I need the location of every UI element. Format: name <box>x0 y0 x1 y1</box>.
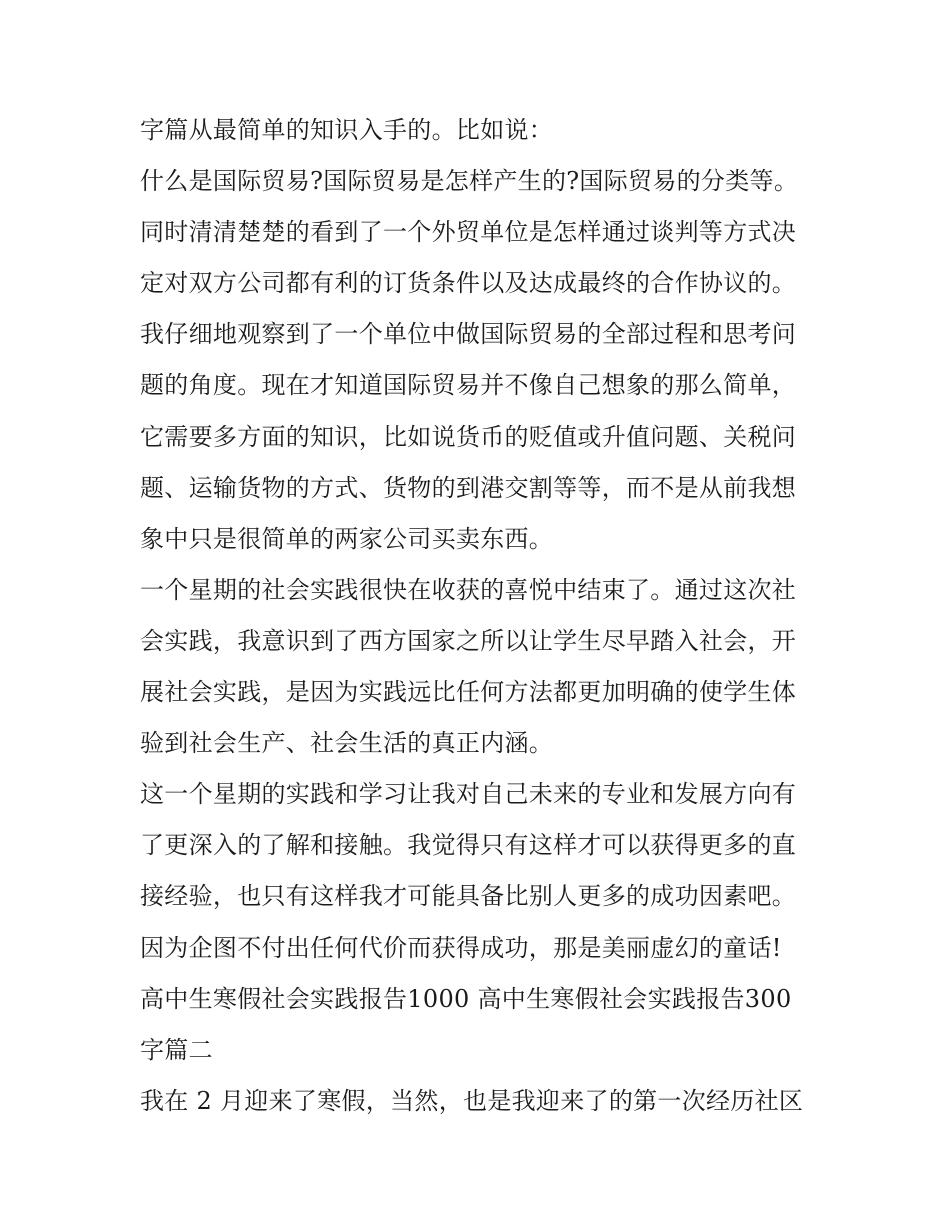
text-line: 展社会实践，是因为实践远比任何方法都更加明确的使学生体 <box>140 678 797 707</box>
text-line: 这一个星期的实践和学习让我对自己未来的专业和发展方向有 <box>140 780 797 809</box>
text-line: 它需要多方面的知识，比如说货币的贬值或升值问题、关税问 <box>140 422 797 451</box>
text-line: 题、运输货物的方式、货物的到港交割等等，而不是从前我想 <box>140 473 797 502</box>
text-line: 字篇从最简单的知识入手的。比如说： <box>140 116 554 144</box>
body-text <box>140 105 830 1127</box>
text-line: 字篇二 <box>140 1035 213 1064</box>
text-line: 高中生寒假社会实践报告1000 高中生寒假社会实践报告300 <box>140 984 792 1013</box>
text-line: 同时清清楚楚的看到了一个外贸单位是怎样通过谈判等方式决 <box>140 218 797 247</box>
text-line: 定对双方公司都有利的订货条件以及达成最终的合作协议的。 <box>140 269 797 298</box>
text-line: 会实践，我意识到了西方国家之所以让学生尽早踏入社会，开 <box>140 626 797 655</box>
text-line: 象中只是很简单的两家公司买卖东西。 <box>140 524 554 553</box>
text-line: 题的角度。现在才知道国际贸易并不像自己想象的那么简单， <box>140 371 797 400</box>
text-line: 什么是国际贸易?国际贸易是怎样产生的?国际贸易的分类等。 <box>140 167 799 196</box>
text-line: 一个星期的社会实践很快在收获的喜悦中结束了。通过这次社 <box>140 575 797 604</box>
text-line: 接经验，也只有这样我才可能具备比别人更多的成功因素吧。 <box>140 882 797 911</box>
text-line: 我仔细地观察到了一个单位中做国际贸易的全部过程和思考问 <box>140 320 797 349</box>
text-line: 了更深入的了解和接触。我觉得只有这样才可以获得更多的直 <box>140 831 797 860</box>
text-line: 因为企图不付出任何代价而获得成功，那是美丽虚幻的童话! <box>140 933 782 962</box>
text-line: 我在 2 月迎来了寒假，当然，也是我迎来了的第一次经历社区 <box>140 1086 804 1115</box>
text-line: 验到社会生产、社会生活的真正内涵。 <box>140 729 554 758</box>
